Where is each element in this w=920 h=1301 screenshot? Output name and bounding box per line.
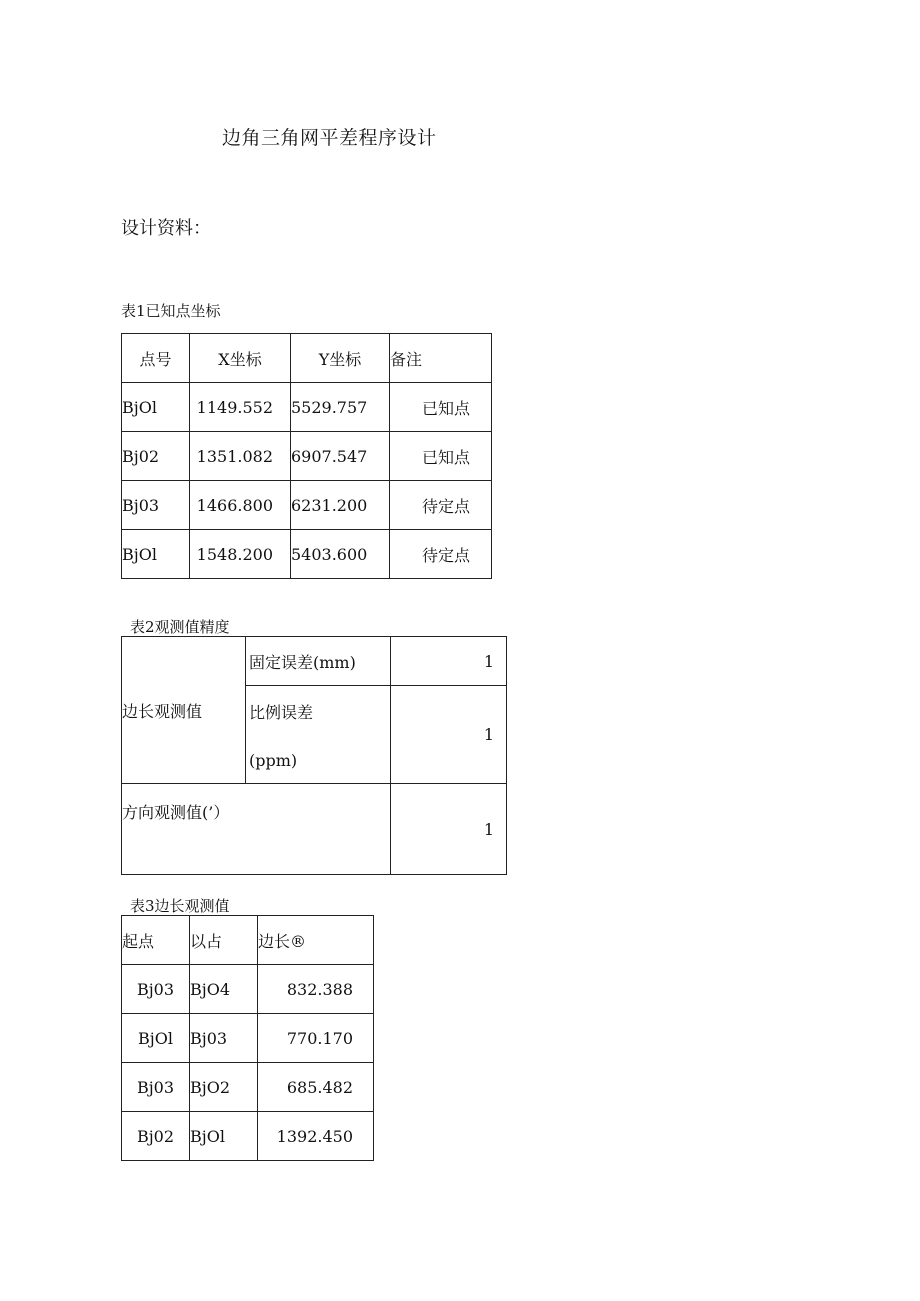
cell-start: Bj02 (122, 1112, 190, 1161)
cell-end: BjO4 (190, 965, 258, 1014)
cell-x: 1149.552 (190, 383, 291, 432)
observation-precision-table (121, 636, 507, 875)
header-end: 以占 (190, 916, 258, 965)
cell-point-id: Bj03 (122, 481, 190, 530)
cell-length: 1392.450 (258, 1112, 374, 1161)
table-row (122, 965, 374, 1014)
header-length: 边长® (258, 916, 374, 965)
fixed-error-label: 固定误差(mm) (246, 637, 391, 686)
cell-x: 1548.200 (190, 530, 291, 579)
cell-length: 832.388 (258, 965, 374, 1014)
cell-note: 已知点 (390, 432, 492, 481)
document-title: 边角三角网平差程序设计 (222, 127, 437, 149)
cell-start: Bj03 (122, 965, 190, 1014)
table-header-row (122, 916, 374, 965)
cell-y: 5403.600 (291, 530, 390, 579)
table-row (122, 637, 507, 686)
cell-note: 待定点 (390, 481, 492, 530)
table-row (122, 530, 492, 579)
fixed-error-value: 1 (391, 637, 507, 686)
cell-x: 1351.082 (190, 432, 291, 481)
ratio-error-label-line2: (ppm) (249, 751, 298, 771)
cell-note: 已知点 (390, 383, 492, 432)
table1-caption: 表1已知点坐标 (121, 302, 221, 320)
cell-y: 6231.200 (291, 481, 390, 530)
ratio-error-label (246, 686, 391, 784)
header-x: X坐标 (190, 334, 291, 383)
cell-y: 5529.757 (291, 383, 390, 432)
cell-point-id: BjOl (122, 383, 190, 432)
table2-caption: 表2观测值精度 (130, 618, 230, 636)
cell-start: BjOl (122, 1014, 190, 1063)
header-start: 起点 (122, 916, 190, 965)
table-row (122, 1063, 374, 1112)
edge-observation-label: 边长观测值 (122, 637, 246, 784)
cell-note: 待定点 (390, 530, 492, 579)
table-header-row (122, 334, 492, 383)
known-points-table (121, 333, 492, 579)
header-y: Y坐标 (291, 334, 390, 383)
table-row (122, 784, 507, 875)
cell-end: Bj03 (190, 1014, 258, 1063)
cell-end: BjOl (190, 1112, 258, 1161)
cell-point-id: Bj02 (122, 432, 190, 481)
cell-y: 6907.547 (291, 432, 390, 481)
ratio-error-label-line1: 比例误差 (249, 703, 314, 723)
direction-observation-label: 方向观测值(’） (122, 784, 391, 875)
cell-x: 1466.800 (190, 481, 291, 530)
cell-start: Bj03 (122, 1063, 190, 1112)
cell-length: 685.482 (258, 1063, 374, 1112)
ratio-error-value: 1 (391, 686, 507, 784)
table-row (122, 481, 492, 530)
header-point-id: 点号 (122, 334, 190, 383)
table-row (122, 432, 492, 481)
section-heading: 设计资料： (121, 218, 211, 239)
edge-observations-table (121, 915, 374, 1161)
cell-length: 770.170 (258, 1014, 374, 1063)
header-note: 备注 (390, 334, 492, 383)
table3-caption: 表3边长观测值 (130, 897, 230, 915)
table-row (122, 383, 492, 432)
cell-point-id: BjOl (122, 530, 190, 579)
direction-observation-value: 1 (391, 784, 507, 875)
table-row (122, 1014, 374, 1063)
table-row (122, 1112, 374, 1161)
cell-end: BjO2 (190, 1063, 258, 1112)
